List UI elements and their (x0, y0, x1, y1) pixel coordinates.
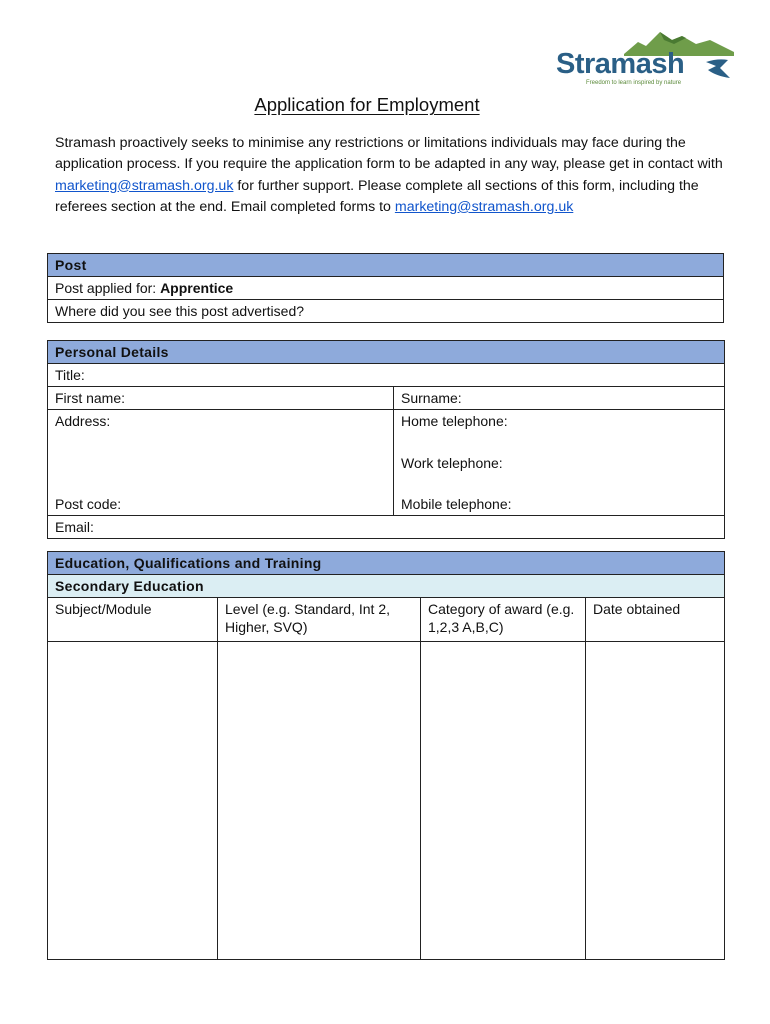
post-advertised-field[interactable]: Where did you see this post advertised? (48, 300, 724, 323)
title-field[interactable]: Title: (48, 364, 725, 387)
secondary-education-subheader: Secondary Education (48, 575, 725, 598)
stramash-logo (556, 30, 734, 90)
page-title: Application for Employment (254, 94, 480, 115)
boat-icon (704, 56, 734, 80)
level-entry-cell[interactable] (218, 642, 421, 960)
address-field[interactable] (48, 410, 394, 516)
column-header-category: Category of award (e.g. 1,2,3 A,B,C) (421, 598, 586, 642)
intro-text-2: for further support. Please complete all sections of this form, including the referees section at the end. Email completed forms to (55, 177, 699, 215)
personal-section-header: Personal Details (48, 341, 725, 364)
intro-paragraph (55, 133, 735, 218)
post-section-header: Post (48, 254, 724, 277)
column-header-subject: Subject/Module (48, 598, 218, 642)
post-table (47, 253, 724, 323)
telephone-field[interactable] (394, 410, 725, 516)
personal-details-table (47, 340, 725, 539)
mobile-telephone-label: Mobile telephone: (401, 496, 512, 512)
first-name-field[interactable]: First name: (48, 387, 394, 410)
logo-tagline: Freedom to learn inspired by nature (586, 80, 682, 86)
intro-text-1: Stramash proactively seeks to minimise any restrictions or limitations individuals may face during the application process. If you require the application form to be adapted in any way, please get in contact with (55, 135, 723, 173)
subject-entry-cell[interactable] (48, 642, 218, 960)
email-link-2[interactable]: marketing@stramash.org.uk (394, 198, 574, 215)
email-link-1[interactable]: marketing@stramash.org.uk (55, 177, 234, 194)
education-section-header: Education, Qualifications and Training (48, 552, 725, 575)
postcode-label: Post code: (55, 496, 122, 512)
education-table (47, 551, 725, 960)
home-telephone-label: Home telephone: (401, 413, 508, 429)
date-entry-cell[interactable] (586, 642, 725, 960)
email-field[interactable]: Email: (48, 516, 725, 539)
logo-wordmark: Stramash (556, 48, 685, 80)
work-telephone-label: Work telephone: (401, 455, 503, 471)
post-applied-field[interactable] (48, 277, 724, 300)
address-label: Address: (55, 413, 111, 429)
column-header-date: Date obtained (586, 598, 725, 642)
column-header-level: Level (e.g. Standard, Int 2, Higher, SVQ) (218, 598, 421, 642)
surname-field[interactable]: Surname: (394, 387, 725, 410)
post-applied-value: Apprentice (160, 280, 234, 296)
post-applied-label: Post applied for: (55, 280, 161, 296)
category-entry-cell[interactable] (421, 642, 586, 960)
